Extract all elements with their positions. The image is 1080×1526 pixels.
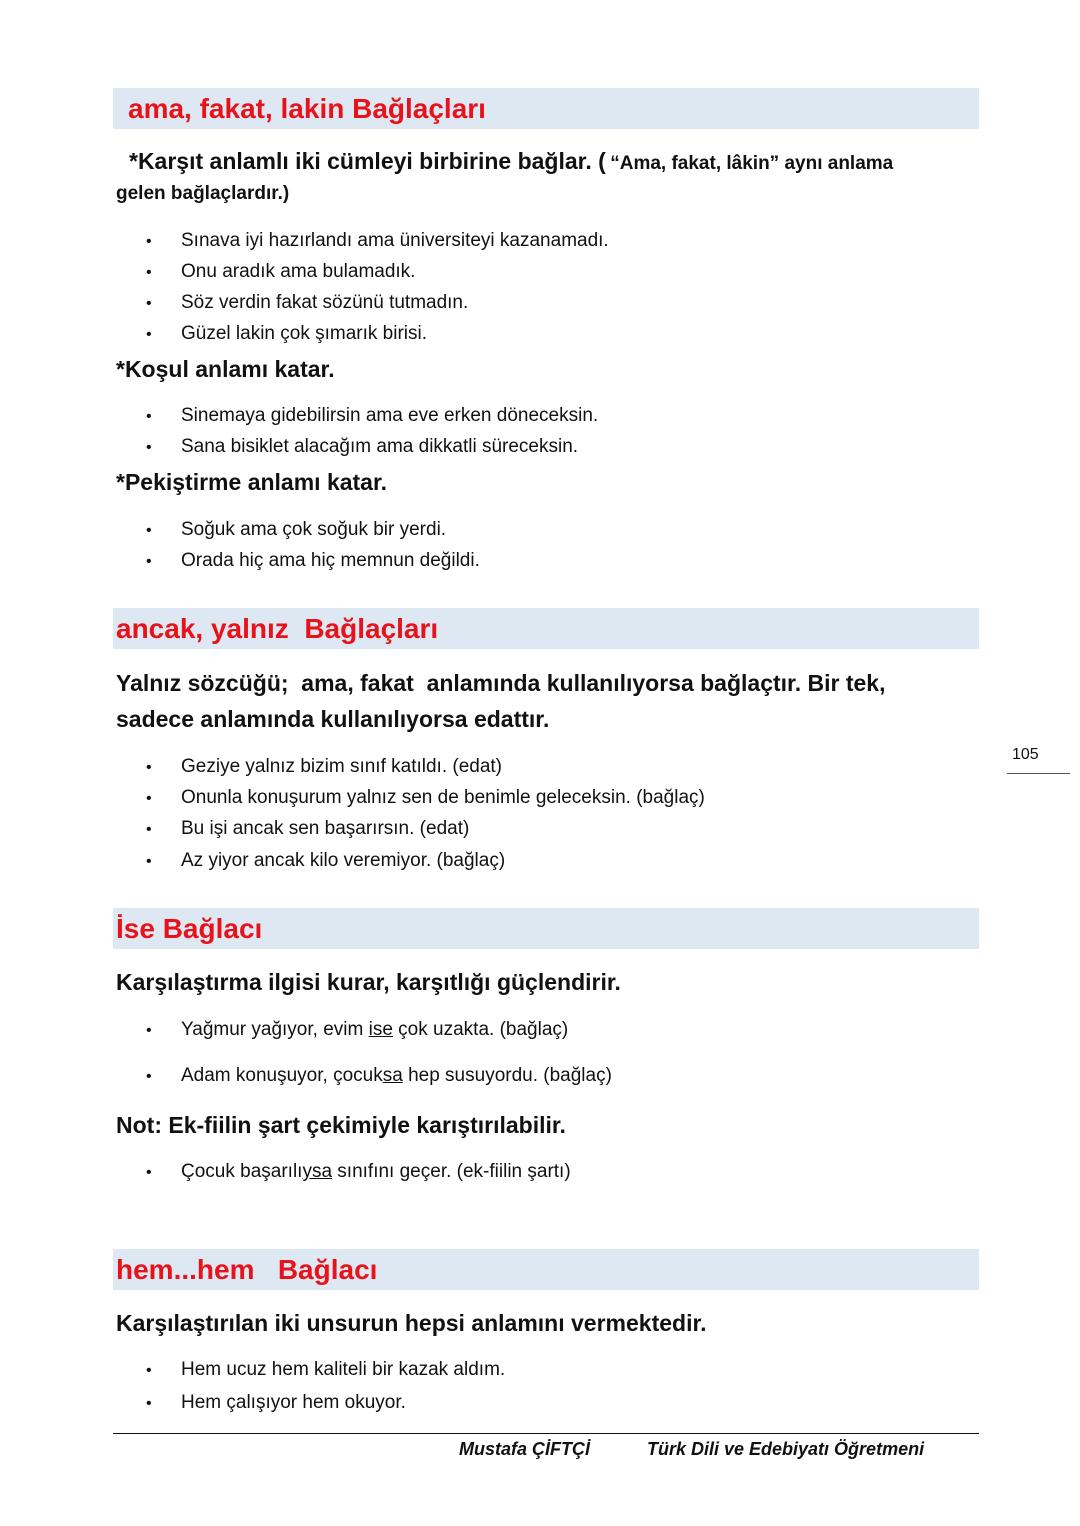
intro-note-cont: gelen bağlaçlardır.): [116, 183, 290, 204]
bullet-icon: •: [146, 853, 152, 870]
note: Not: Ek-fiilin şart çekimiyle karıştırılabilir.: [116, 1112, 566, 1138]
section-title: hem...hem Bağlacı: [116, 1254, 378, 1285]
item-text: Onu aradık ama bulamadık.: [181, 261, 416, 282]
page-number: 105: [1012, 746, 1039, 763]
section-title: ancak, yalnız Bağlaçları: [116, 613, 439, 644]
bullet-icon: •: [146, 759, 152, 776]
section-title: ama, fakat, lakin Bağlaçları: [128, 93, 486, 124]
bullet-icon: •: [146, 326, 152, 343]
item-text: Sınava iyi hazırlandı ama üniversiteyi kazanamadı.: [181, 230, 609, 251]
section-intro: Yalnız sözcüğü; ama, fakat anlamında kullanılıyorsa bağlaçtır. Bir tek,: [116, 670, 886, 696]
bullet-icon: •: [146, 553, 152, 570]
bullet-icon: •: [146, 439, 152, 456]
item-text: Bu işi ancak sen başarırsın. (edat): [181, 818, 470, 839]
item-text: Hem çalışıyor hem okuyor.: [181, 1392, 406, 1413]
subheading: *Pekiştirme anlamı katar.: [116, 469, 388, 495]
list-item: [146, 754, 502, 781]
bullet-icon: •: [146, 821, 152, 838]
bullet-icon: •: [146, 1395, 152, 1412]
underlined-suffix: ise: [368, 1019, 393, 1040]
bullet-icon: •: [146, 1022, 152, 1039]
item-text: Çocuk başarılı: [181, 1161, 303, 1182]
bullet-icon: •: [146, 522, 152, 539]
list-item: [146, 434, 578, 461]
list-item: [146, 1390, 406, 1417]
list-item: [146, 228, 609, 255]
bullet-icon: •: [146, 264, 152, 281]
item-text: Geziye yalnız bizim sınıf katıldı. (edat): [181, 756, 503, 777]
list-item: [146, 848, 505, 875]
footer-rule: [113, 1433, 979, 1434]
list-item: [146, 1063, 612, 1090]
item-text: Güzel lakin çok şımarık birisi.: [181, 323, 428, 344]
intro-main: *Karşıt anlamlı iki cümleyi birbirine bağlar. (: [129, 148, 606, 174]
item-text: Yağmur yağıyor, evim: [181, 1019, 369, 1040]
section-intro: [129, 148, 893, 175]
bullet-icon: •: [146, 233, 152, 250]
page-number-rule: [1007, 773, 1070, 774]
bullet-icon: •: [146, 408, 152, 425]
item-text: Hem ucuz hem kaliteli bir kazak aldım.: [181, 1359, 506, 1380]
list-item: [146, 517, 446, 544]
item-text: Az yiyor ancak kilo veremiyor. (bağlaç): [181, 850, 506, 871]
bullet-icon: •: [146, 1068, 152, 1085]
bullet-icon: •: [146, 295, 152, 312]
item-text: Onunla konuşurum yalnız sen de benimle geleceksin. (bağlaç): [181, 787, 705, 808]
footer-role: Türk Dili ve Edebiyatı Öğretmeni: [647, 1439, 925, 1459]
item-text: hep susuyordu. (bağlaç): [402, 1065, 612, 1086]
list-item: [146, 785, 705, 812]
footer-author: Mustafa ÇİFTÇİ: [459, 1439, 591, 1459]
item-text: Orada hiç ama hiç memnun değildi.: [181, 550, 480, 571]
subheading: *Koşul anlamı katar.: [116, 356, 335, 382]
list-item: [146, 1017, 568, 1044]
list-item: [146, 1357, 505, 1384]
section-intro: Karşılaştırma ilgisi kurar, karşıtlığı güçlendirir.: [116, 969, 621, 995]
item-text: Soğuk ama çok soğuk bir yerdi.: [181, 519, 447, 540]
underlined-suffix: sa: [382, 1065, 403, 1086]
underlined-suffix: ysa: [302, 1161, 333, 1182]
list-item: [146, 290, 468, 317]
item-text: Adam konuşuyor, çocuk: [181, 1065, 383, 1086]
item-text: Söz verdin fakat sözünü tutmadın.: [181, 292, 469, 313]
intro-note: “Ama, fakat, lâkin” aynı anlama: [610, 153, 894, 174]
item-text: Sana bisiklet alacağım ama dikkatli süreceksin.: [181, 436, 579, 457]
bullet-icon: •: [146, 790, 152, 807]
list-item: [146, 548, 480, 575]
item-text: Sinemaya gidebilirsin ama eve erken döneceksin.: [181, 405, 599, 426]
list-item: [146, 321, 427, 348]
section-title: İse Bağlacı: [116, 913, 263, 944]
list-item: [146, 403, 598, 430]
section-intro: sadece anlamında kullanılıyorsa edattır.: [116, 706, 550, 732]
bullet-icon: •: [146, 1362, 152, 1379]
item-text: çok uzakta. (bağlaç): [392, 1019, 569, 1040]
section-intro: Karşılaştırılan iki unsurun hepsi anlamını vermektedir.: [116, 1310, 707, 1336]
item-text: sınıfını geçer. (ek-fiilin şartı): [332, 1161, 571, 1182]
bullet-icon: •: [146, 1164, 152, 1181]
list-item: [146, 1159, 571, 1186]
list-item: [146, 816, 469, 843]
list-item: [146, 259, 415, 286]
